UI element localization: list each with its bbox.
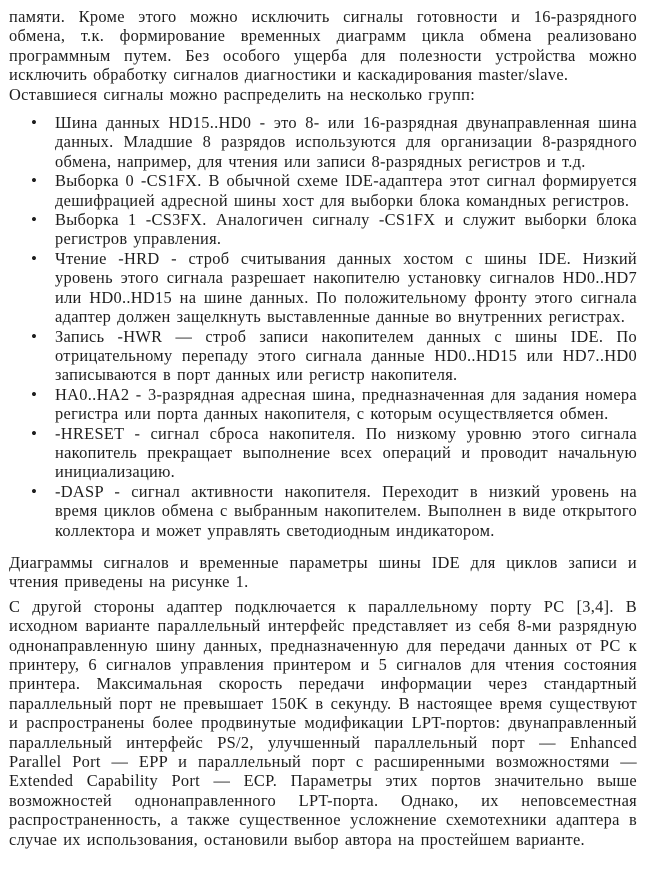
paragraph-figure-reference: Диаграммы сигналов и временные параметры шины IDE для циклов записи и чтения приведены на рисунке 1. [9,552,637,592]
list-item-cs3fx: • Выборка 1 -CS3FX. Аналогичен сигналу -CS1FX и служит выборки блока регистров управления. [55,210,637,249]
paragraph-parallel-port: С другой стороны адаптер подключается к параллельному порту PC [3,4]. В исходном варианте параллельный интерфейс представляет из себя 8-ми разрядную однонаправленную шину данных, предназначенную для передачи данных от PC к принтеру, 6 сигналов управления принтером и 5 сигналов для чтения состояния принтера. Максимальная скорость передачи информации через стандартный параллельный порт не превышает 150K в секунду. В настоящее время существуют и распространены более продвинутые модификации LPT-портов: двунаправленный параллельный интерфейс PS/2, улучшенный параллельный порт — Enhanced Parallel Port — EPP и параллельный порт с расширенными возможностями — Extended Capability Port — ECP. Параметры этих портов значительно выше возможностей однонаправленного LPT-порта. Однако, их неповсеместная распространенность, а также существенное усложнение схемотехники адаптера в случае их использования, остановили выбор автора на простейшем варианте. [9,596,637,849]
list-item-ha0-ha2: • HA0..HA2 - 3-разрядная адресная шина, предназначенная для задания номера регистра или порта данных накопителя, с которым осуществляется обмен. [55,385,637,424]
list-item-cs1fx: • Выборка 0 -CS1FX. В обычной схеме IDE-адаптера этот сигнал формируется дешифрацией адресной шины хост для выборки блока командных регистров. [55,171,637,210]
paragraph-lead: Оставшиеся сигналы можно распределить на несколько групп: [9,84,476,104]
signal-list [9,113,637,540]
list-item-hwr: • Запись -HWR — строб записи накопителем данных с шины IDE. По отрицательному перепаду этого сигнала данные HD0..HD15 или HD7..HD0 записываются в порт данных или регистр накопителя. [55,327,637,385]
paragraph-intro: памяти. Кроме этого можно исключить сигналы готовности и 16-разрядного обмена, т.к. формирование временных диаграмм цикла обмена реализовано программным путем. Без особого ущерба для полезности устройства можно исключить обработку сигналов диагностики и каскадирования master/slave. [9,7,637,85]
list-item-dasp: • -DASP - сигнал активности накопителя. Переходит в низкий уровень на время циклов обмена с выбранным накопителем. Выполнен в виде открытого коллектора и может управлять светодиодным индикатором. [55,482,637,540]
list-item-hreset: • -HRESET - сигнал сброса накопителя. По низкому уровню этого сигнала накопитель прекращает выполнение всех операций и проводит начальную инициализацию. [55,424,637,482]
list-item-data-bus: • Шина данных HD15..HD0 - это 8- или 16-разрядная двунаправленная шина данных. Младшие 8 разрядов используются для организации 8-разрядного обмена, например, для чтения или записи 8-разрядных регистров и т.д. [55,113,637,171]
list-item-hrd: • Чтение -HRD - строб считывания данных хостом с шины IDE. Низкий уровень этого сигнала разрешает накопителю установку сигналов HD0..HD7 или HD0..HD15 на шине данных. По положительному фронту этого сигнала адаптер должен защелкнуть выставленные данные во внутренних регистрах. [55,249,637,327]
